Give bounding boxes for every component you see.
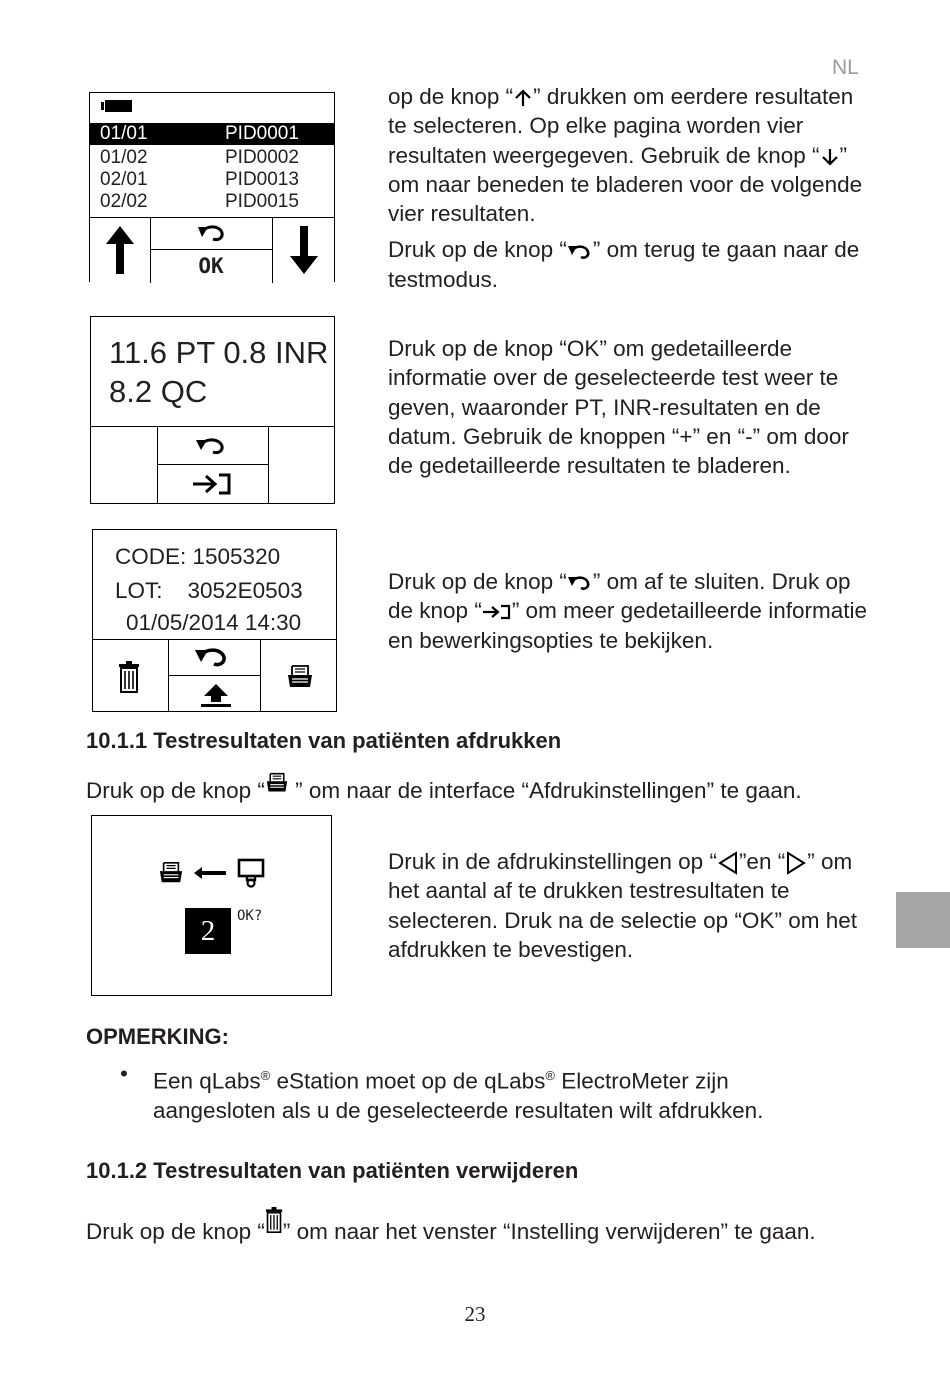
- pt-inr-value: 11.6 PT 0.8 INR: [109, 335, 329, 370]
- list-item: [90, 123, 334, 145]
- result-date: 01/01: [100, 123, 148, 144]
- printer-icon: [158, 861, 184, 885]
- date-time-value: 01/05/2014 14:30: [126, 610, 302, 635]
- section-heading-delete: 10.1.2 Testresultaten van patiënten verwijderen: [86, 1158, 579, 1183]
- language-tag: NL: [832, 56, 859, 79]
- result-detail-screen: [90, 316, 335, 504]
- result-pid: PID0013: [225, 169, 299, 190]
- qc-value: 8.2 QC: [109, 374, 208, 409]
- back-arrow-icon: [196, 223, 228, 243]
- section-thumb-tab: [896, 892, 950, 948]
- printer-icon: [265, 772, 289, 794]
- battery-icon: [100, 99, 134, 113]
- page-number: 23: [464, 1302, 486, 1326]
- ok-prompt: OK?: [237, 908, 263, 924]
- enter-detail-icon: [191, 472, 235, 496]
- code-value: CODE: 1505320: [115, 544, 281, 569]
- ok-label: OK: [198, 254, 224, 278]
- trash-icon: [118, 661, 140, 693]
- section-heading-print: 10.1.1 Testresultaten van patiënten afdrukken: [86, 728, 562, 753]
- note-text: Een qLabs® eStation moet op de qLabs® ElectroMeter zijn aangesloten als u de geselecteerde resultaten wilt afdrukken.: [153, 1068, 764, 1123]
- list-item: [90, 191, 334, 213]
- back-arrow-icon: [195, 646, 231, 668]
- result-pid: PID0002: [225, 147, 299, 168]
- result-pid: PID0001: [225, 123, 299, 144]
- result-pid: PID0015: [225, 191, 299, 212]
- back-arrow-icon: [195, 436, 229, 456]
- print-intro: Druk op de knop “ ” om naar de interface “Afdrukinstellingen” te gaan.: [86, 772, 906, 805]
- triangle-left-icon: [717, 851, 739, 875]
- delete-intro: Druk op de knop “ ” om naar het venster “Instelling verwijderen” te gaan.: [86, 1207, 906, 1246]
- triangle-right-icon: [785, 851, 807, 875]
- paragraph-navigation: op de knop “ ” drukken om eerdere resultaten te selecteren. Op elke pagina worden vier resultaten weergegeven. Gebruik de knop “ ” om naar beneden te bladeren voor de volgende vier resultaten. Druk op de knop “ ” om terug te gaan naar de testmodus.: [388, 84, 863, 292]
- device-icon: [237, 858, 265, 888]
- arrow-up-icon: [104, 224, 136, 276]
- list-item: [90, 147, 334, 169]
- paragraph-detail: Druk op de knop “OK” om gedetailleerde informatie over de geselecteerde test weer te geven, waaronder PT, INR-resultaten en de datum. Gebruik de knoppen “+” en “-” om door de gedetailleerde resultaten te bladeren.: [388, 336, 849, 479]
- upload-icon: [199, 682, 233, 708]
- back-arrow-icon: [567, 243, 593, 261]
- arrow-left-icon: [193, 866, 227, 880]
- printer-icon: [286, 664, 314, 690]
- back-arrow-icon: [567, 574, 593, 592]
- print-count-value: 2: [185, 908, 231, 954]
- arrow-down-icon: [820, 147, 840, 167]
- note-heading: OPMERKING:: [86, 1024, 229, 1049]
- list-item: [90, 169, 334, 191]
- print-settings-screen: [91, 815, 332, 996]
- lot-value: LOT: 3052E0503: [115, 578, 303, 603]
- result-date: 02/01: [100, 169, 148, 190]
- arrow-up-icon: [513, 88, 533, 108]
- result-list-screen: [89, 92, 335, 282]
- result-date: 01/02: [100, 147, 148, 168]
- arrow-down-icon: [288, 224, 320, 276]
- result-date: 02/02: [100, 191, 148, 212]
- enter-detail-icon: [482, 603, 512, 621]
- paragraph-exit: Druk op de knop “ ” om af te sluiten. Druk op de knop “ ” om meer gedetailleerde informatie en bewerkingsopties te bekijken.: [388, 569, 867, 653]
- trash-icon: [265, 1207, 283, 1233]
- code-lot-screen: [92, 529, 337, 712]
- paragraph-print-settings: Druk in de afdrukinstellingen op “ ”en “ ” om het aantal af te drukken testresultaten te selecteren. Druk na de selectie op “OK” om het afdrukken te bevestigen.: [388, 849, 857, 962]
- note-bullet: •: [120, 1061, 128, 1086]
